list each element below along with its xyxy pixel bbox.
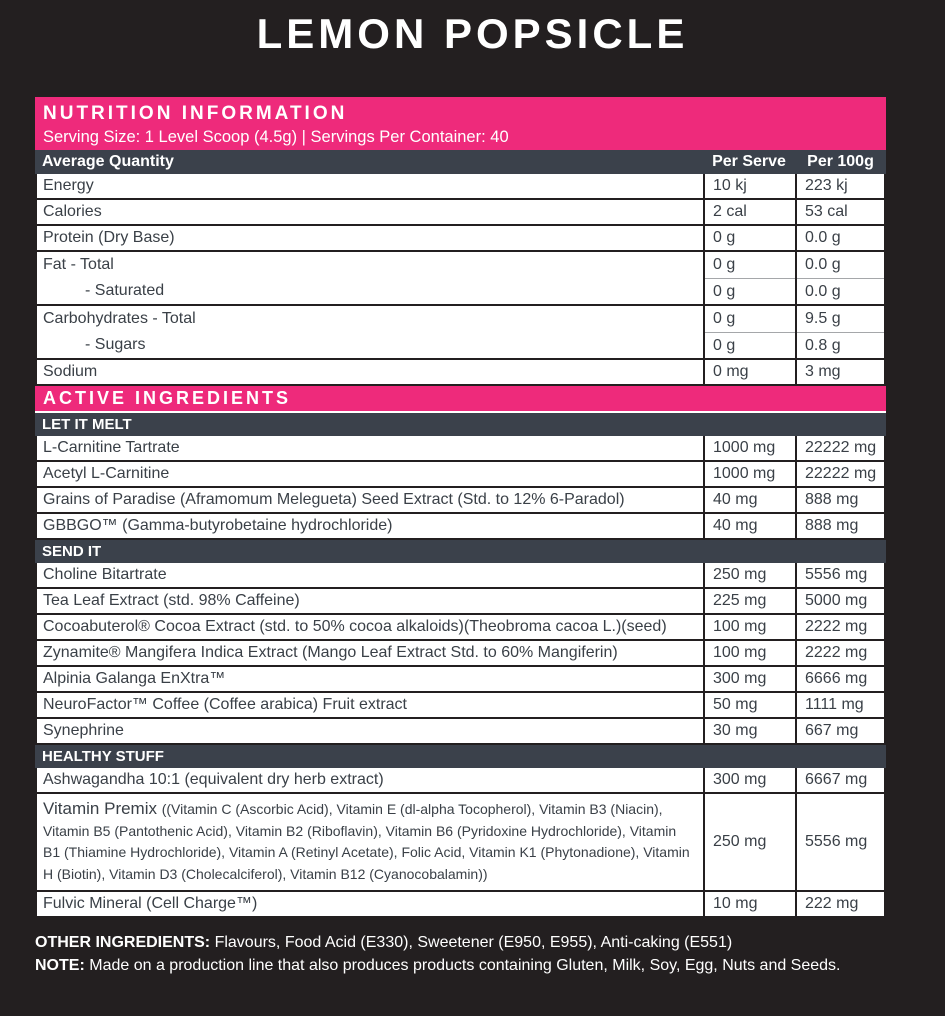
column-average-quantity: Average Quantity — [42, 153, 174, 170]
row-per-100g: 0.0 g — [805, 256, 841, 273]
row-per-100g: 2222 mg — [795, 641, 884, 665]
row-sub-per-serve: 0 g — [705, 278, 795, 304]
row-label: Energy — [43, 177, 94, 194]
row-per-serve: 50 mg — [703, 693, 795, 717]
table-row-vitamin-premix — [35, 794, 886, 892]
row-sub-label: - Saturated — [85, 282, 165, 299]
row-per-serve: 30 mg — [703, 719, 795, 743]
row-label: Fulvic Mineral (Cell Charge™) — [43, 895, 258, 912]
row-per-100g: 223 kj — [795, 174, 884, 198]
row-sub-per-100g: 0.0 g — [797, 278, 884, 304]
vitamin-premix-name: Vitamin Premix — [43, 799, 162, 818]
table-row-l-carnitine-tartrate — [35, 436, 886, 462]
table-row-calories — [35, 200, 886, 226]
row-per-100g: 2222 mg — [795, 615, 884, 639]
row-per-100g: 9.5 g — [805, 310, 841, 327]
section-header-send-it: SEND IT — [35, 540, 886, 563]
nutrition-header-title: NUTRITION INFORMATION — [43, 103, 348, 124]
row-per-serve: 10 mg — [703, 892, 795, 916]
row-label: GBBGO™ (Gamma-butyrobetaine hydrochloride) — [43, 517, 393, 534]
row-label: Fat - Total — [43, 256, 114, 273]
row-per-100g: 3 mg — [795, 360, 884, 384]
note-line — [35, 954, 935, 977]
serving-info: Serving Size: 1 Level Scoop (4.5g) | Servings Per Container: 40 — [43, 128, 509, 146]
row-label: Calories — [43, 203, 102, 220]
other-ingredients-text: Flavours, Food Acid (E330), Sweetener (E950, E955), Anti-caking (E551) — [214, 934, 733, 951]
row-per-100g: 1111 mg — [795, 693, 884, 717]
row-per-100g: 5556 mg — [795, 794, 884, 890]
product-title: LEMON POPSICLE — [256, 10, 689, 57]
row-label: Zynamite® Mangifera Indica Extract (Mango Leaf Extract Std. to 60% Mangiferin) — [43, 644, 618, 661]
table-row-group-fat — [35, 252, 886, 306]
row-per-100g: 6667 mg — [795, 768, 884, 792]
row-label: Alpinia Galanga EnXtra™ — [43, 670, 226, 687]
table-row-ashwagandha — [35, 768, 886, 794]
row-label: Synephrine — [43, 722, 124, 739]
row-label: Protein (Dry Base) — [43, 229, 175, 246]
row-per-serve: 1000 mg — [703, 462, 795, 486]
row-sub-per-serve: 0 g — [705, 332, 795, 358]
row-per-100g: 6666 mg — [795, 667, 884, 691]
nutrition-panel — [35, 97, 886, 918]
table-row-sodium — [35, 360, 886, 386]
row-label: Ashwagandha 10:1 (equivalent dry herb extract) — [43, 771, 384, 788]
row-per-serve: 40 mg — [703, 488, 795, 512]
table-row-grains-of-paradise — [35, 488, 886, 514]
other-ingredients-line — [35, 931, 935, 954]
row-per-serve: 100 mg — [703, 615, 795, 639]
active-ingredients-header: ACTIVE INGREDIENTS — [35, 386, 886, 413]
row-per-100g: 0.0 g — [795, 226, 884, 250]
row-per-serve: 0 g — [703, 226, 795, 250]
table-row-synephrine — [35, 719, 886, 745]
row-label: NeuroFactor™ Coffee (Coffee arabica) Fruit extract — [43, 696, 407, 713]
table-row-zynamite — [35, 641, 886, 667]
row-label: L-Carnitine Tartrate — [43, 439, 180, 456]
column-per-serve: Per Serve — [712, 153, 786, 170]
table-row-neurofactor — [35, 693, 886, 719]
row-per-serve: 250 mg — [703, 794, 795, 890]
row-label: Cocoabuterol® Cocoa Extract (std. to 50% cocoa alkaloids)(Theobroma cacoa L.)(seed) — [43, 618, 667, 635]
row-per-serve: 1000 mg — [703, 436, 795, 460]
note-label: NOTE: — [35, 957, 85, 974]
table-row-energy — [35, 174, 886, 200]
table-row-fulvic-mineral — [35, 892, 886, 918]
row-per-100g: 22222 mg — [795, 436, 884, 460]
row-per-100g: 888 mg — [795, 488, 884, 512]
table-row-alpinia-galanga — [35, 667, 886, 693]
table-row-cocoabuterol — [35, 615, 886, 641]
table-row-gbbgo — [35, 514, 886, 540]
row-per-100g: 5000 mg — [795, 589, 884, 613]
row-sub-label: - Sugars — [85, 336, 146, 353]
table-row-tea-leaf-extract — [35, 589, 886, 615]
row-label: Tea Leaf Extract (std. 98% Caffeine) — [43, 592, 300, 609]
note-text: Made on a production line that also produces products containing Gluten, Milk, Soy, Egg, Nuts and Seeds. — [89, 957, 841, 974]
row-label: Acetyl L-Carnitine — [43, 465, 170, 482]
row-per-serve: 250 mg — [703, 563, 795, 587]
row-per-serve: 10 kj — [703, 174, 795, 198]
row-per-serve: 300 mg — [703, 667, 795, 691]
row-per-serve: 0 g — [713, 256, 736, 273]
row-label: Sodium — [43, 363, 98, 380]
row-per-serve: 2 cal — [703, 200, 795, 224]
nutrition-information-header — [35, 97, 886, 150]
table-row-protein — [35, 226, 886, 252]
row-label — [37, 794, 703, 890]
row-label: Grains of Paradise (Aframomum Melegueta) Seed Extract (Std. to 12% 6-Paradol) — [43, 491, 625, 508]
section-header-healthy-stuff: HEALTHY STUFF — [35, 745, 886, 768]
row-label: Choline Bitartrate — [43, 566, 167, 583]
row-per-serve: 225 mg — [703, 589, 795, 613]
row-per-serve: 0 g — [713, 310, 736, 327]
row-per-serve: 100 mg — [703, 641, 795, 665]
row-per-100g: 22222 mg — [795, 462, 884, 486]
column-per-100g: Per 100g — [807, 153, 874, 170]
row-per-100g: 53 cal — [795, 200, 884, 224]
row-per-serve: 300 mg — [703, 768, 795, 792]
vitamin-premix-detail: ((Vitamin C (Ascorbic Acid), Vitamin E (dl-alpha Tocopherol), Vitamin B3 (Niacin), Vitamin B5 (Pantothenic Acid), Vitamin B2 (Riboflavin), Vitamin B6 (Pyridoxine Hydrochloride), Vitamin B1 (Thiamine Hydrochloride), Vitamin A (Retinyl Acetate), Folic Acid, Vitamin K1 (Phytonadione), Vitamin H (Biotin), Vitamin D3 (Cholecalciferol), Vitamin B12 (Cyanocobalamin)) — [43, 801, 690, 882]
row-sub-per-100g: 0.8 g — [797, 332, 884, 358]
row-per-100g: 888 mg — [795, 514, 884, 538]
section-header-let-it-melt: LET IT MELT — [35, 413, 886, 436]
footer-notes — [35, 931, 935, 977]
column-header-row — [35, 150, 886, 174]
row-per-serve: 0 mg — [703, 360, 795, 384]
table-row-acetyl-l-carnitine — [35, 462, 886, 488]
row-per-100g: 5556 mg — [795, 563, 884, 587]
row-label: Carbohydrates - Total — [43, 310, 196, 327]
row-per-100g: 667 mg — [795, 719, 884, 743]
table-row-choline-bitartrate — [35, 563, 886, 589]
row-per-serve: 40 mg — [703, 514, 795, 538]
table-row-group-carbohydrates — [35, 306, 886, 360]
row-per-100g: 222 mg — [795, 892, 884, 916]
other-ingredients-label: OTHER INGREDIENTS: — [35, 934, 211, 951]
